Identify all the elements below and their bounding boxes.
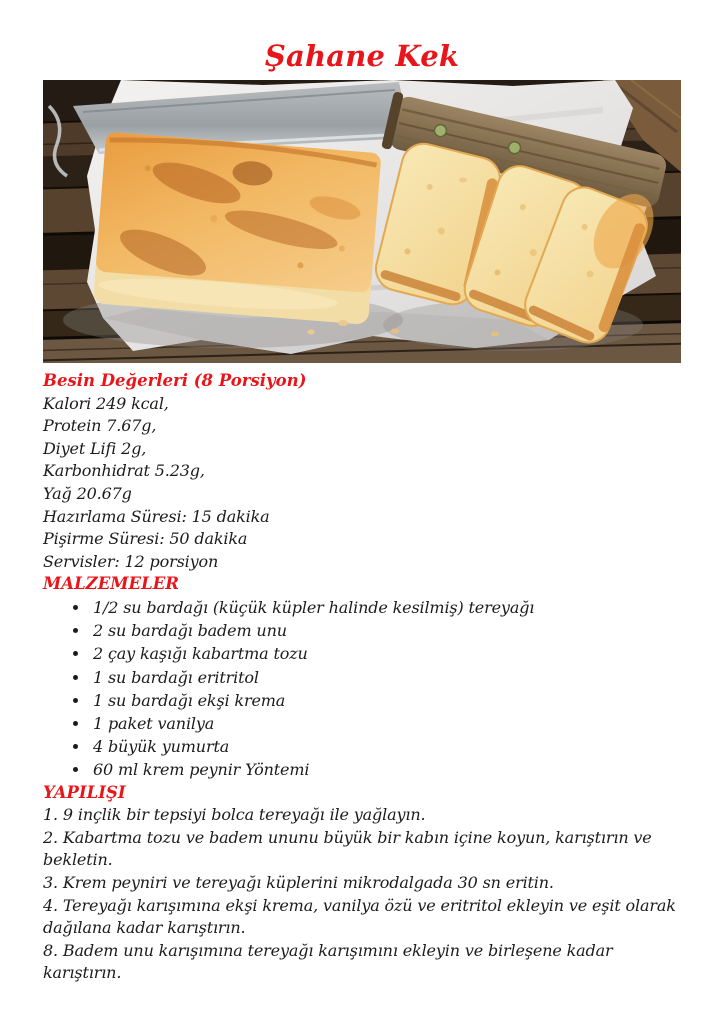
ingredient-item: • 4 büyük yumurta [90, 735, 681, 758]
servings-line: Servisler: 12 porsiyon [43, 551, 219, 571]
nutrition-line-protein: Protein 7.67g, [43, 416, 157, 436]
step-item: 2. Kabartma tozu ve badem ununu büyük bir kabın içine koyun, karıştırın ve bekletin. [43, 827, 652, 870]
recipe-text [43, 370, 681, 985]
loaf-cake [93, 132, 382, 325]
ingredients-heading: MALZEMELER [43, 574, 180, 594]
nutrition-line-fat: Yağ 20.67g [43, 483, 132, 503]
ingredient-item: • 1/2 su bardağı (küçük küpler halinde kesilmiş) tereyağı [90, 596, 681, 619]
nutrition-line-fiber: Diyet Lifi 2g, [43, 438, 147, 458]
step-item: 3. Krem peyniri ve tereyağı küplerini mikrodalgada 30 sn eritin. [43, 872, 554, 892]
step-item: 1. 9 inçlik bir tepsiyi bolca tereyağı ile yağlayın. [43, 805, 426, 825]
cake-photo-illustration [43, 80, 681, 363]
ingredient-item: • 2 su bardağı badem unu [90, 619, 681, 642]
nutrition-line-carbs: Karbonhidrat 5.23g, [43, 461, 205, 481]
ingredients-list [43, 596, 681, 782]
nutrition-line-calories: Kalori 249 kcal, [43, 393, 169, 413]
steps-section [43, 782, 681, 985]
nutrition-heading: Besin Değerleri (8 Porsiyon) [43, 371, 307, 390]
ingredient-item: • 1 su bardağı ekşi krema [90, 689, 681, 712]
ingredient-item: • 1 paket vanilya [90, 712, 681, 735]
step-item: 8. Badem unu karışımına tereyağı karışımını ekleyin ve birleşene kadar karıştırın. [43, 940, 613, 983]
cake-photo [43, 80, 681, 363]
steps-heading: YAPILIŞI [43, 782, 126, 802]
prep-time-line: Hazırlama Süresi: 15 dakika [43, 506, 270, 526]
ingredient-item: • 60 ml krem peynir Yöntemi [90, 758, 681, 781]
nutrition-section [43, 370, 681, 573]
ingredients-section [43, 573, 681, 781]
page-title: Şahane Kek [264, 39, 460, 73]
step-item: 4. Tereyağı karışımına ekşi krema, vanilya özü ve eritritol ekleyin ve eşit olarak dağılana kadar karıştırın. [43, 895, 676, 938]
cook-time-line: Pişirme Süresi: 50 dakika [43, 529, 248, 549]
ingredient-item: • 2 çay kaşığı kabartma tozu [90, 642, 681, 665]
ingredient-item: • 1 su bardağı eritritol [90, 666, 681, 689]
